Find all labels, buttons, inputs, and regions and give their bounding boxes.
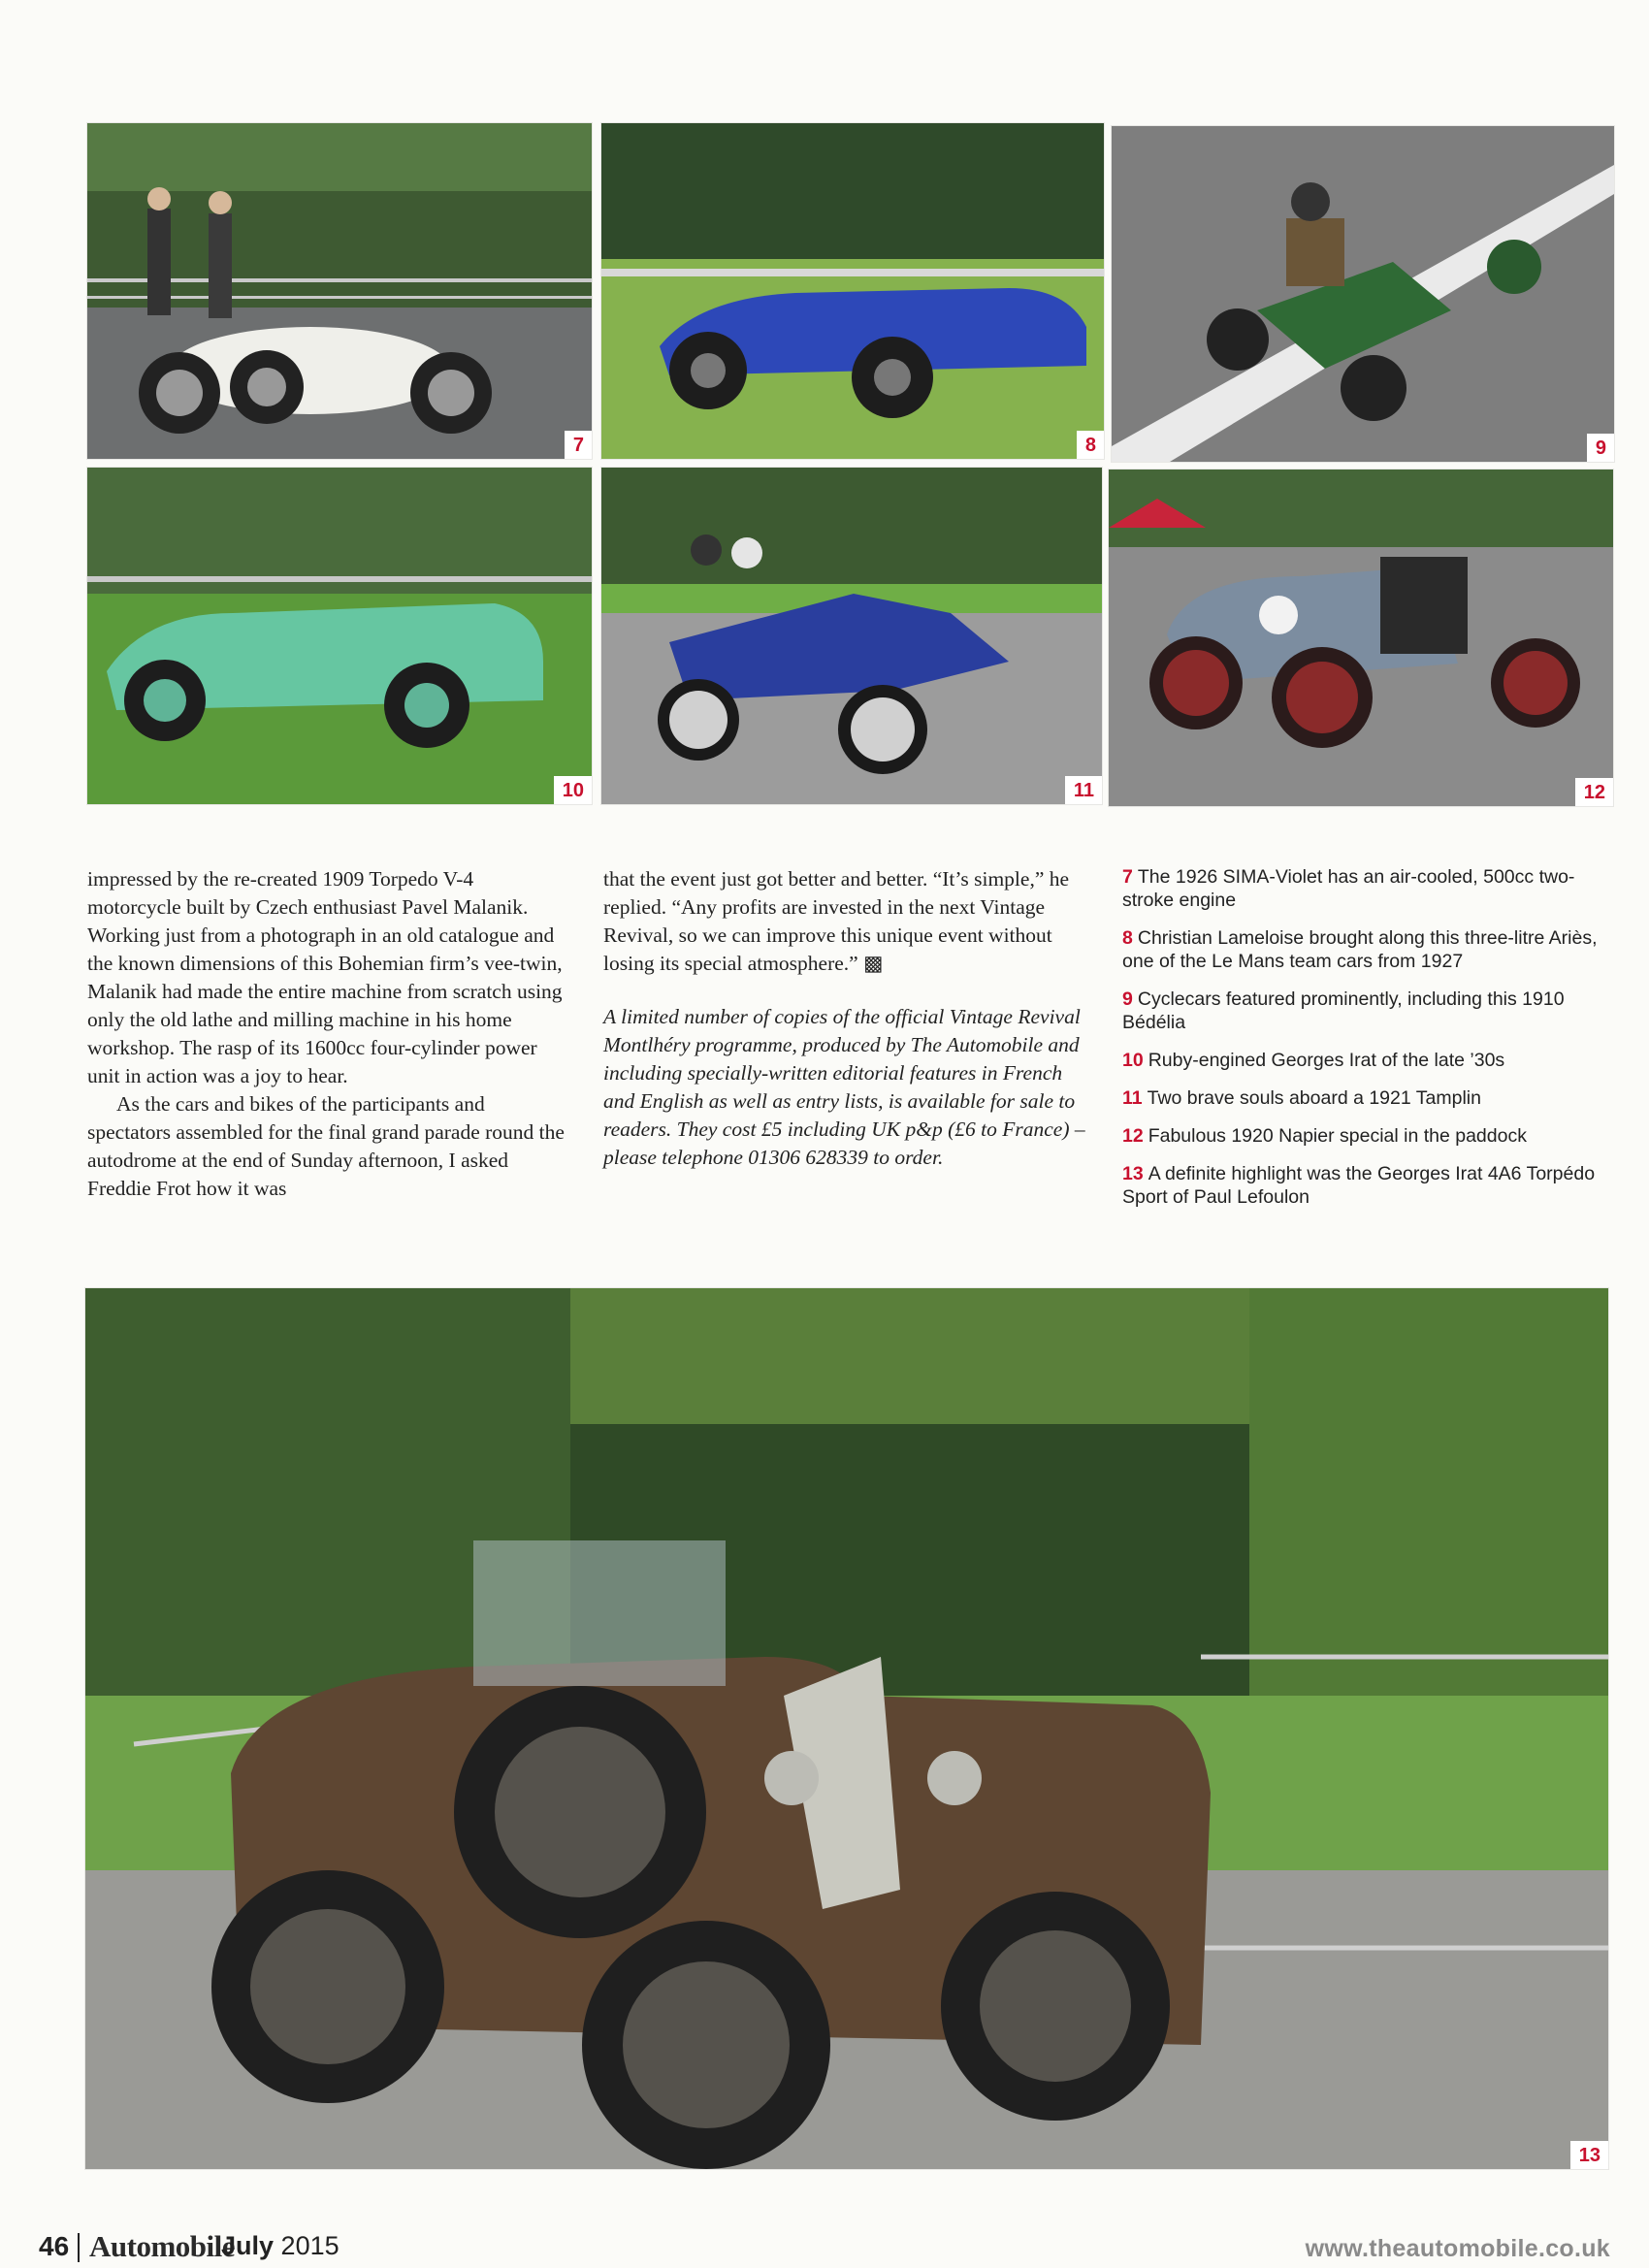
page-number: 46 — [39, 2231, 70, 2261]
photo-7 — [87, 123, 592, 459]
programme-note: A limited number of copies of the official Vintage Revival Montlhéry programme, produced by The Automobile and including specially-written editorial features in French and English as well as entry lists, is available for sale to readers. They cost £5 including UK p&p (£6 to France) – please telephone 01306 628339 to order. — [603, 1005, 1085, 1169]
caption-11: 11 Two brave souls aboard a 1921 Tamplin — [1122, 1087, 1481, 1109]
caption-10: 10 Ruby-engined Georges Irat of the late ’30s — [1122, 1050, 1505, 1071]
photo-number: 10 — [554, 776, 592, 804]
caption-8: 8 Christian Lameloise brought along this three-litre Ariès, one of the Le Mans team cars from 1927 — [1122, 927, 1598, 972]
photo-number: 11 — [1065, 776, 1102, 804]
photo-9 — [1112, 126, 1614, 462]
photo-10 — [87, 468, 592, 804]
body-column-1 — [87, 865, 572, 1203]
photo-number: 13 — [1570, 2141, 1608, 2169]
photo-number: 7 — [565, 431, 592, 459]
body-paragraph: impressed by the re-created 1909 Torpedo V-4 motorcycle built by Czech enthusiast Pavel Malanik. Working just from a photograph in an old catalogue and the known dimensions of this Bohemian firm’s vee-twin, Malanik had made the entire machine from scratch using only the old lathe and milling machine in his home workshop. The rasp of its 1600cc four-cylinder power unit in action was a joy to hear. — [87, 867, 563, 1087]
photo-number: 8 — [1077, 431, 1104, 459]
body-paragraph: As the cars and bikes of the participants and spectators assembled for the final grand parade round the autodrome at the end of Sunday afternoon, I asked Freddie Frot how it was — [87, 1092, 565, 1200]
photo-11 — [601, 468, 1102, 804]
body-column-2 — [603, 865, 1093, 1172]
photo-13 — [85, 1288, 1608, 2169]
issue-date: July 2015 — [221, 2231, 340, 2260]
website-url: www.theautomobile.co.uk — [1305, 2235, 1610, 2262]
caption-13: 13 A definite highlight was the Georges Irat 4A6 Torpédo Sport of Paul Lefoulon — [1122, 1163, 1596, 1208]
caption-9: 9 Cyclecars featured prominently, including this 1910 Bédélia — [1122, 988, 1565, 1033]
photo-captions — [1122, 865, 1617, 1223]
photo-12 — [1109, 470, 1613, 806]
caption-12: 12 Fabulous 1920 Napier special in the paddock — [1122, 1125, 1527, 1147]
page-footer — [0, 2231, 1649, 2266]
masthead-logo: Automobile — [89, 2229, 235, 2263]
photo-number: 12 — [1575, 778, 1613, 806]
photo-8 — [601, 123, 1104, 459]
footer-divider — [78, 2233, 80, 2262]
caption-7: 7 The 1926 SIMA-Violet has an air-cooled, 500cc two-stroke engine — [1122, 866, 1575, 911]
photo-number: 9 — [1587, 434, 1614, 462]
body-paragraph: that the event just got better and better. “It’s simple,” he replied. “Any profits are invested in the next Vintage Revival, so we can improve this unique event without losing its special atmosphere.” ▩ — [603, 867, 1070, 975]
